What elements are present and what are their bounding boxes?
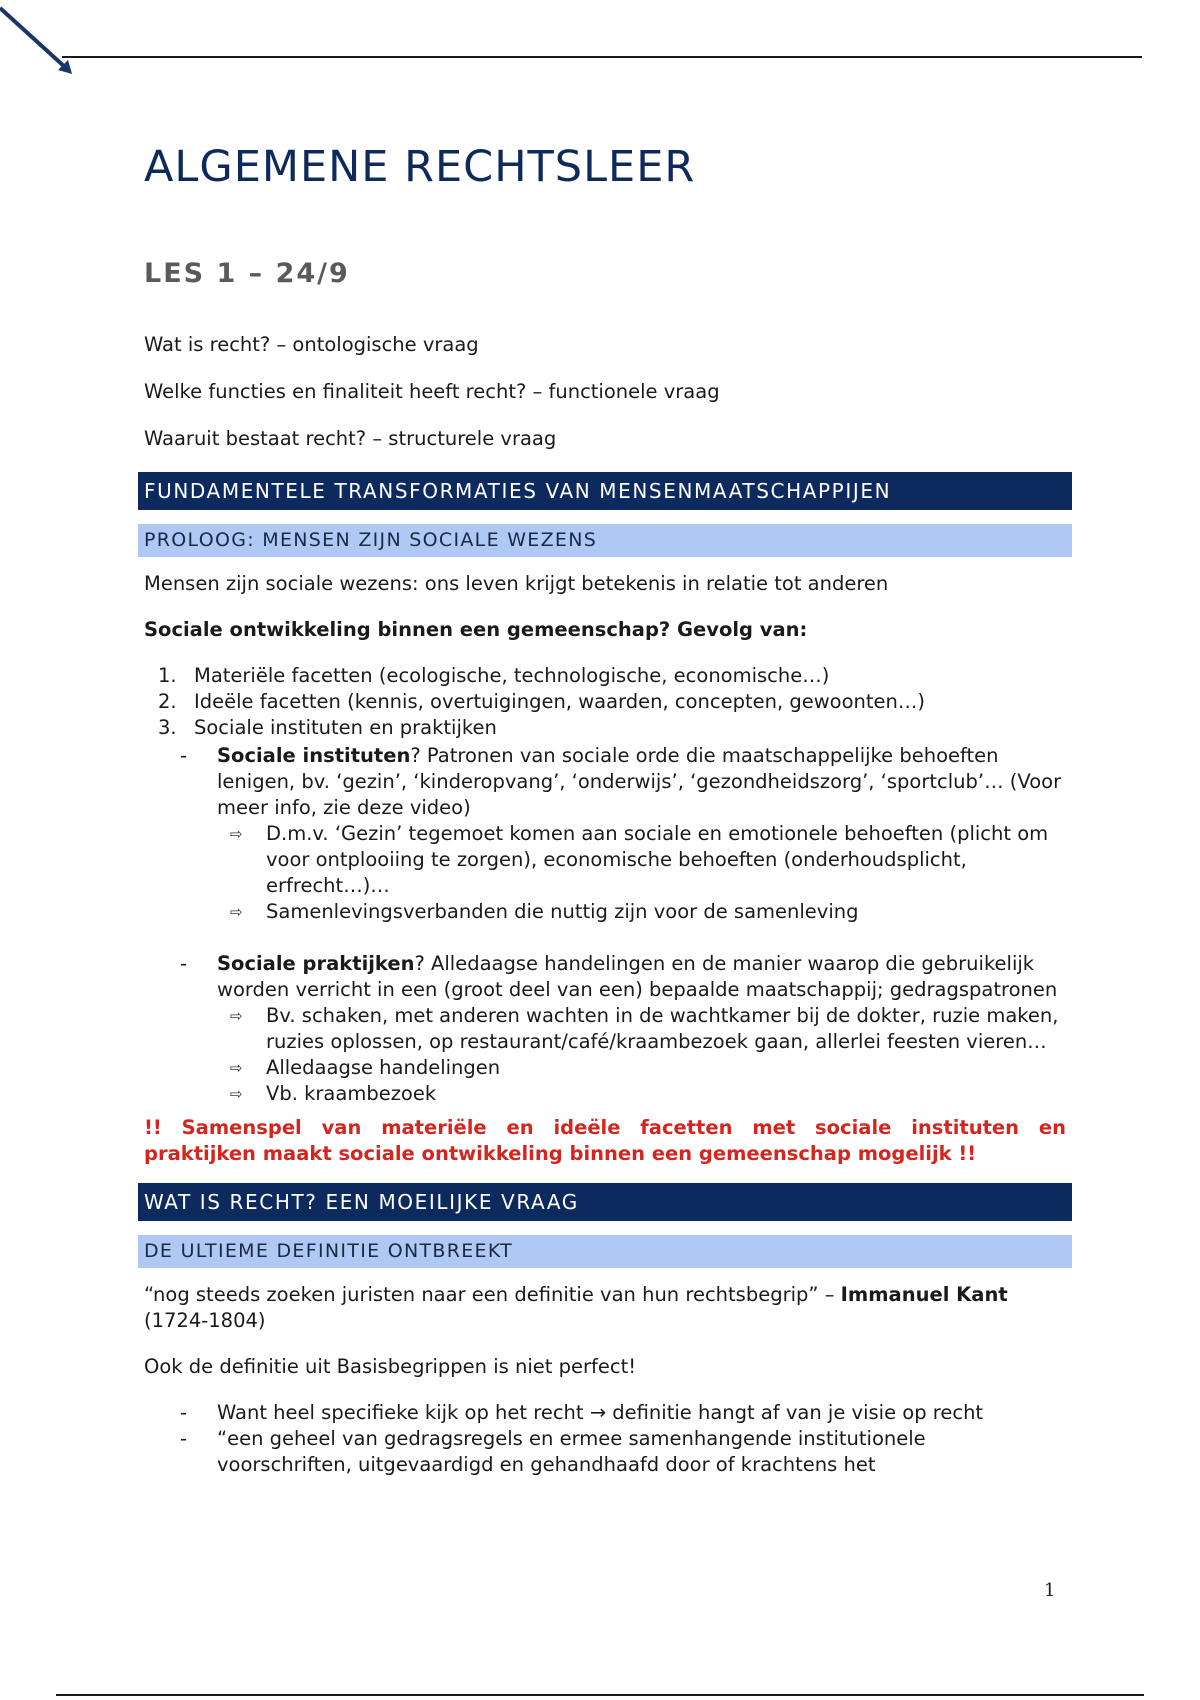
list-item: ⇨ Samenlevingsverbanden die nuttig zijn voor de samenleving: [230, 900, 859, 923]
dash-bullet: -: [180, 952, 188, 975]
list-item: 2. Ideële facetten (kennis, overtuigingen, waarden, concepten, gewoonten…): [158, 690, 926, 713]
dash-bullet: -: [180, 1427, 188, 1450]
arrow-bullet-icon: ⇨: [230, 903, 243, 921]
question-ontological: Wat is recht? – ontologische vraag: [144, 333, 479, 356]
emphasis-note: !! Samenspel van materiële en ideële facetten met sociale instituten en praktijken maakt sociale ontwikkeling binnen een gemeenschap mogelijk !!: [144, 1116, 1066, 1165]
facets-list: [144, 663, 1066, 741]
practices-item: - Sociale praktijken? Alledaagse handelingen en de manier waarop die gebruikelijk worden verricht in een (groot deel van een) bepaalde maatschappij; gedragspatronen: [180, 952, 1058, 1001]
subsection-heading-prologue: PROLOOG: MENSEN ZIJN SOCIALE WEZENS: [138, 524, 1072, 557]
dash-bullet: -: [180, 744, 188, 767]
arrow-bullet-icon: ⇨: [230, 825, 243, 843]
list-item: - “een geheel van gedragsregels en ermee samenhangende institutionele voorschriften, uitgevaardigd en gehandhaafd door of krachtens het: [180, 1427, 926, 1476]
section-heading-transformations: FUNDAMENTELE TRANSFORMATIES VAN MENSENMAATSCHAPPIJEN: [138, 472, 1072, 510]
intro-text: Mensen zijn sociale wezens: ons leven krijgt betekenis in relatie tot anderen: [144, 572, 889, 595]
list-item: ⇨ Vb. kraambezoek: [230, 1082, 437, 1105]
footer-rule: [56, 1694, 1144, 1696]
kant-quote: “nog steeds zoeken juristen naar een definitie van hun rechtsbegrip” – Immanuel Kant (1724-1804): [144, 1283, 1008, 1332]
list-item: ⇨ D.m.v. ‘Gezin’ tegemoet komen aan sociale en emotionele behoeften (plicht om voor ontplooiing te zorgen), economische behoeften (onderhoudsplicht, erfrecht…)…: [230, 822, 1049, 897]
question-functional: Welke functies en finaliteit heeft recht? – functionele vraag: [144, 380, 720, 403]
list-item: 3. Sociale instituten en praktijken: [158, 716, 497, 739]
question-structural: Waaruit bestaat recht? – structurele vraag: [144, 427, 557, 450]
dash-bullet: -: [180, 1401, 188, 1424]
arrow-bullet-icon: ⇨: [230, 1059, 243, 1077]
institutes-item: - Sociale instituten? Patronen van sociale orde die maatschappelijke behoeften lenigen, bv. ‘gezin’, ‘kinderopvang’, ‘onderwijs’, ‘gezondheidszorg’, ‘sportclub’… (Voor meer info, zie deze video): [180, 744, 1062, 819]
document-title: ALGEMENE RECHTSLEER: [144, 142, 696, 192]
list-item: - Want heel specifieke kijk op het recht → definitie hangt af van je visie op recht: [180, 1401, 984, 1424]
arrow-bullet-icon: ⇨: [230, 1007, 243, 1025]
list-item: 1. Materiële facetten (ecologische, technologische, economische…): [158, 664, 830, 687]
page-number: 1: [1044, 1580, 1056, 1601]
subsection-heading-definition: DE ULTIEME DEFINITIE ONTBREEKT: [138, 1235, 1072, 1268]
page-content: [144, 136, 1066, 1478]
section-heading-what-is-law: WAT IS RECHT? EEN MOEILIJKE VRAAG: [138, 1183, 1072, 1221]
lesson-heading: LES 1 – 24/9: [144, 258, 350, 289]
list-item: ⇨ Bv. schaken, met anderen wachten in de wachtkamer bij de dokter, ruzie maken, ruzies oplossen, op restaurant/café/kraambezoek gaan, allerlei feesten vieren…: [230, 1004, 1059, 1053]
definition-note: Ook de definitie uit Basisbegrippen is niet perfect!: [144, 1355, 637, 1378]
list-item: ⇨ Alledaagse handelingen: [230, 1056, 501, 1079]
corner-arrow-decoration: [0, 0, 80, 80]
arrow-bullet-icon: ⇨: [230, 1085, 243, 1103]
bold-question: Sociale ontwikkeling binnen een gemeenschap? Gevolg van:: [144, 618, 808, 641]
header-rule: [62, 56, 1142, 58]
